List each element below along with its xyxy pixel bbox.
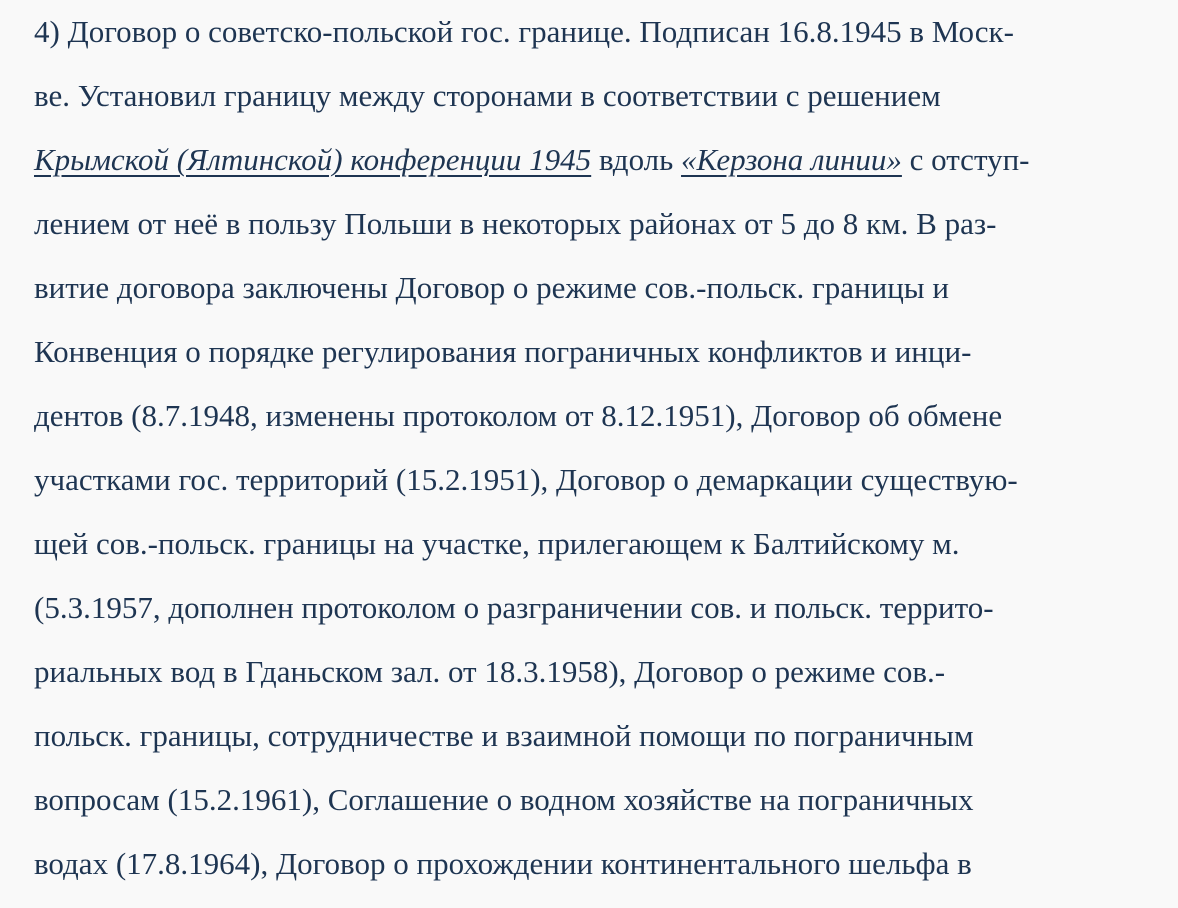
text-line: [34, 128, 1164, 192]
text-line: (5.3.1957, дополнен протоколом о разграничении сов. и польск. террито-: [34, 590, 994, 625]
text-line: вопросам (15.2.1961), Соглашение о водном хозяйстве на пограничных: [34, 782, 974, 817]
text-line: участками гос. территорий (15.2.1951), Договор о демаркации существую-: [34, 462, 1018, 497]
text-line: щей сов.-польск. границы на участке, прилегающем к Балтийскому м.: [34, 526, 960, 561]
text-line: водах (17.8.1964), Договор о прохождении континентального шельфа в: [34, 846, 972, 881]
text-line: лением от неё в пользу Польши в некоторых районах от 5 до 8 км. В раз-: [34, 206, 997, 241]
article-body: [34, 0, 1164, 896]
link-curzon-line[interactable]: «Керзона линии»: [681, 142, 902, 177]
text-fragment: с отступ-: [901, 142, 1030, 177]
text-line: ве. Установил границу между сторонами в соответствии с решением: [34, 78, 941, 113]
text-line: 4) Договор о советско-польской гос. границе. Подписан 16.8.1945 в Моск-: [34, 14, 1014, 49]
text-fragment: вдоль: [591, 142, 682, 177]
text-line: риальных вод в Гданьском зал. от 18.3.1958), Договор о режиме сов.-: [34, 654, 946, 689]
link-yalta-conference[interactable]: Крымской (Ялтинской) конференции 1945: [34, 142, 592, 177]
text-line: Конвенция о порядке регулирования пограничных конфликтов и инци-: [34, 334, 972, 369]
text-line: польск. границы, сотрудничестве и взаимной помощи по пограничным: [34, 718, 974, 753]
text-line: дентов (8.7.1948, изменены протоколом от 8.12.1951), Договор об обмене: [34, 398, 1003, 433]
text-line: витие договора заключены Договор о режиме сов.-польск. границы и: [34, 270, 949, 305]
